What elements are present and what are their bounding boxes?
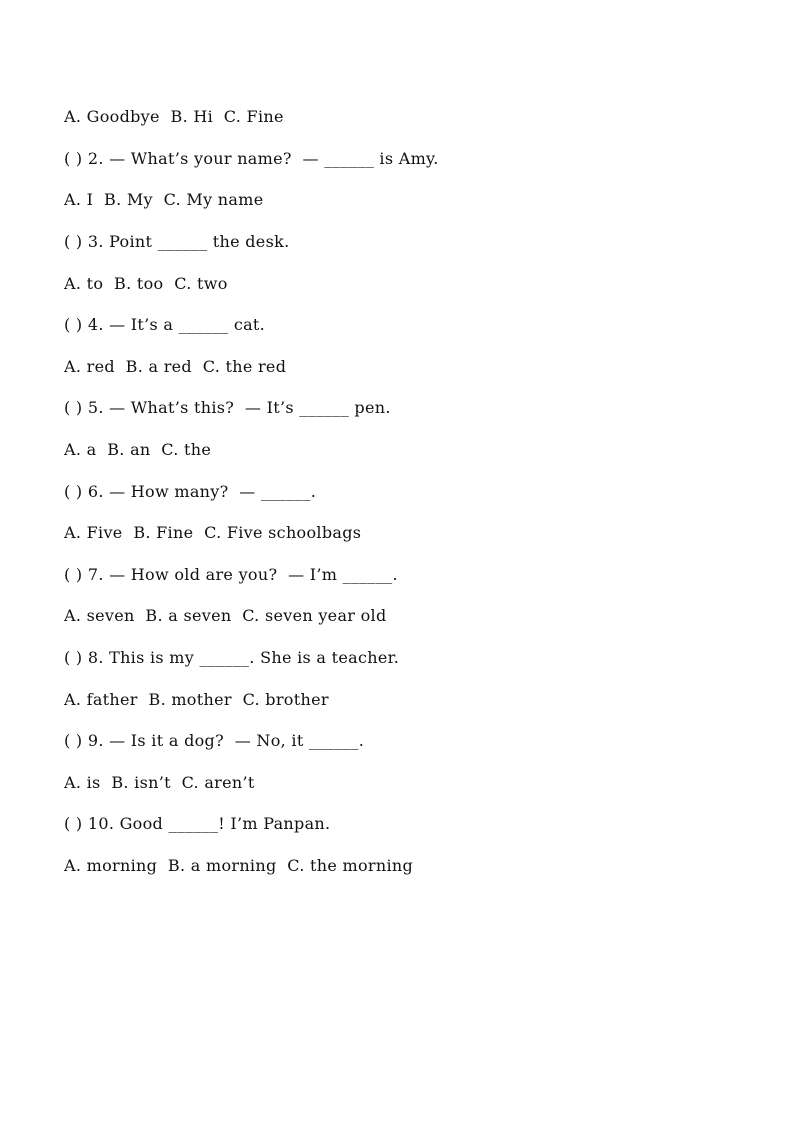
question-4: ( ) 4. — It’s a ______ cat. — [64, 315, 266, 334]
answer-options-q1: A. Goodbye B. Hi C. Fine — [64, 107, 284, 126]
answer-options-q10: A. morning B. a morning C. the morning — [64, 856, 414, 875]
question-10: ( ) 10. Good ______! I’m Panpan. — [64, 814, 331, 833]
question-3: ( ) 3. Point ______ the desk. — [64, 232, 290, 251]
question-2: ( ) 2. — What’s your name? — ______ is Amy. — [64, 149, 439, 168]
question-7: ( ) 7. — How old are you? — I’m ______. — [64, 565, 398, 584]
answer-options-q9: A. is B. isn’t C. aren’t — [64, 773, 255, 792]
answer-options-q3: A. to B. too C. two — [64, 274, 228, 293]
answer-options-q5: A. a B. an C. the — [64, 440, 212, 459]
answer-options-q2: A. I B. My C. My name — [64, 190, 264, 209]
question-8: ( ) 8. This is my ______. She is a teacher. — [64, 648, 400, 667]
answer-options-q7: A. seven B. a seven C. seven year old — [64, 606, 387, 625]
answer-options-q8: A. father B. mother C. brother — [64, 690, 329, 709]
answer-options-q4: A. red B. a red C. the red — [64, 357, 287, 376]
question-9: ( ) 9. — Is it a dog? — No, it ______. — [64, 731, 365, 750]
question-6: ( ) 6. — How many? — ______. — [64, 482, 317, 501]
question-5: ( ) 5. — What’s this? — It’s ______ pen. — [64, 398, 391, 417]
answer-options-q6: A. Five B. Fine C. Five schoolbags — [64, 523, 362, 542]
